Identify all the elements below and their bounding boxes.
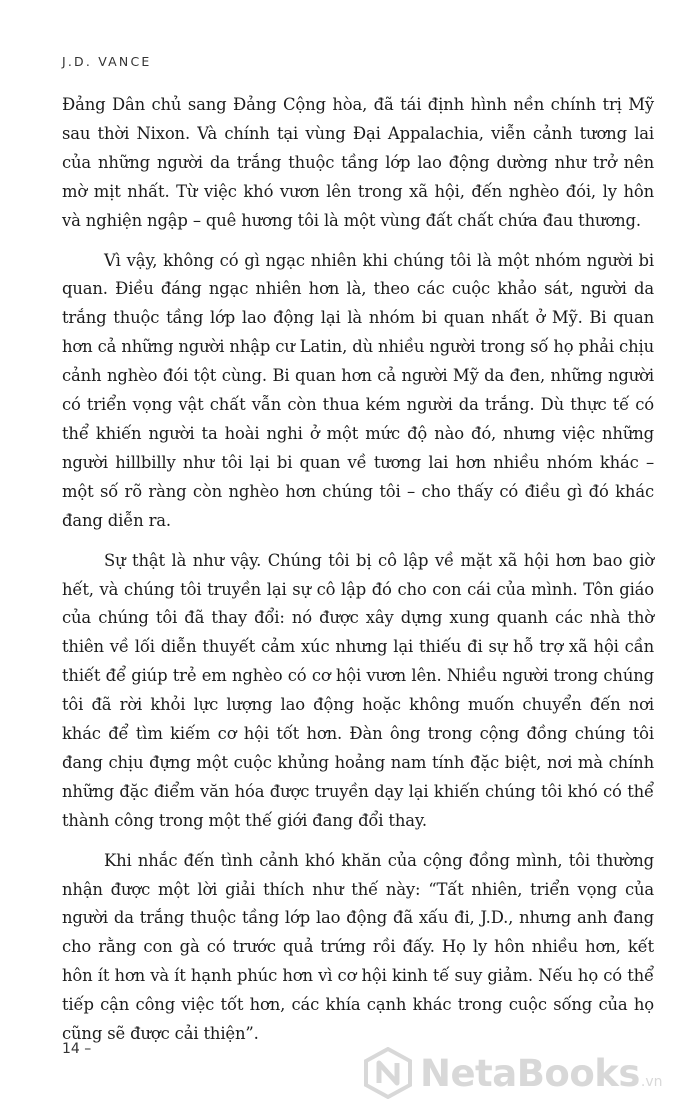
page-number: 14 – — [62, 1041, 92, 1057]
paragraph-2: Vì vậy, không có gì ngạc nhiên khi chúng tôi là một nhóm người bi quan. Điều đáng ngạc nhiên hơn là, theo các cuộc khảo sát, người da trắng thuộc tầng lớp lao động lại là nhóm bi quan nhất ở Mỹ. Bi quan hơn cả những người nhập cư Latin, dù nhiều người trong số họ phải chịu cảnh nghèo đói tột cùng. Bi quan hơn cả người Mỹ da đen, những người có triển vọng vật chất vẫn còn thua kém người da trắng. Dù thực tế có thể khiến người ta hoài nghi ở một mức độ nào đó, nhưng việc những người hillbilly như tôi lại bi quan về tương lai hơn nhiều nhóm khác – một số rõ ràng còn nghèo hơn chúng tôi – cho thấy có điều gì đó khác đang diễn ra. — [62, 250, 654, 530]
body-text — [62, 91, 654, 1060]
paragraph-4: Khi nhắc đến tình cảnh khó khăn của cộng đồng mình, tôi thường nhận được một lời giải thích như thế này: “Tất nhiên, triển vọng của người da trắng thuộc tầng lớp lao động đã xấu đi, J.D., nhưng anh đang cho rằng con gà có trước quả trứng rồi đấy. Họ ly hôn nhiều hơn, kết hôn ít hơn và ít hạnh phúc hơn vì cơ hội kinh tế suy giảm. Nếu họ có thể tiếp cận công việc tốt hơn, các khía cạnh khác trong cuộc sống của họ cũng sẽ được cải thiện”. — [62, 850, 654, 1044]
watermark — [362, 1044, 692, 1102]
paragraph-1: Đảng Dân chủ sang Đảng Cộng hòa, đã tái định hình nền chính trị Mỹ sau thời Nixon. Và chính tại vùng Đại Appalachia, viễn cảnh tương lai của những người da trắng thuộc tầng lớp lao động dường như trở nên mờ mịt nhất. Từ việc khó vươn lên trong xã hội, đến nghèo đói, ly hôn và nghiện ngập – quê hương tôi là một vùng đất chất chứa đau thương. — [62, 95, 654, 230]
netabooks-logo-icon — [362, 1047, 414, 1099]
watermark-brand: NetaBooks — [420, 1051, 640, 1095]
watermark-suffix: .vn — [640, 1074, 663, 1090]
paragraph-3: Sự thật là như vậy. Chúng tôi bị cô lập về mặt xã hội hơn bao giờ hết, và chúng tôi truyền lại sự cô lập đó cho con cái của mình. Tôn giáo của chúng tôi đã thay đổi: nó được xây dựng xung quanh các nhà thờ thiên về lối diễn thuyết cảm xúc nhưng lại thiếu đi sự hỗ trợ xã hội cần thiết để giúp trẻ em nghèo có cơ hội vươn lên. Nhiều người trong chúng tôi đã rời khỏi lực lượng lao động hoặc không muốn chuyển đến nơi khác để tìm kiếm cơ hội tốt hơn. Đàn ông trong cộng đồng chúng tôi đang chịu đựng một cuộc khủng hoảng nam tính đặc biệt, nơi mà chính những đặc điểm văn hóa được truyền dạy lại khiến chúng tôi khó có thể thành công trong một thế giới đang đổi thay. — [62, 550, 654, 830]
running-head: J.D. VANCE — [62, 54, 152, 69]
